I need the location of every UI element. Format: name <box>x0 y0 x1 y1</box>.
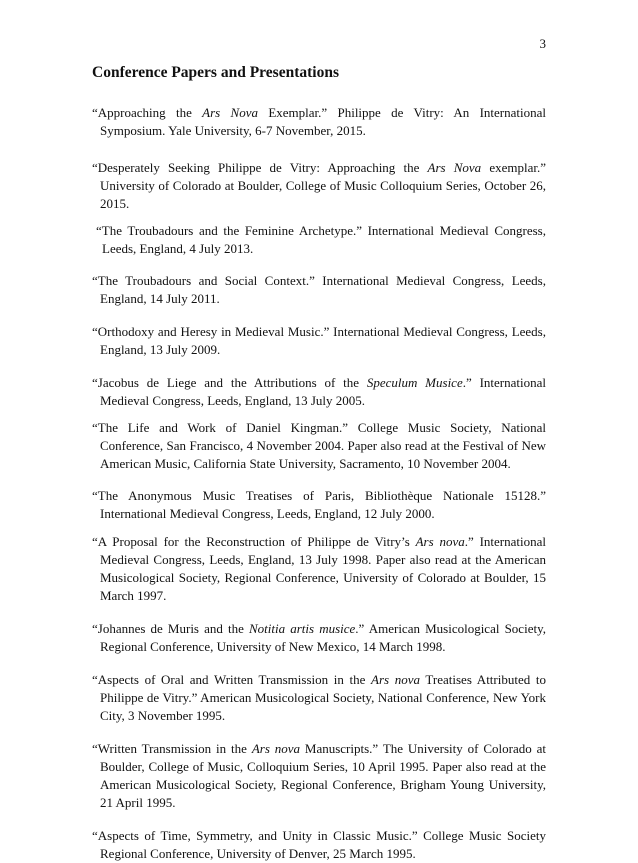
entry-text: “A Proposal for the Reconstruction of Philippe de Vitry’s <box>92 534 416 549</box>
entry-text: Treatises Attributed to Philippe de Vitry.” American Musicological Society, National Conference, New York City, 3 November 1995. <box>100 672 546 723</box>
entry <box>92 159 546 213</box>
entry-text: exemplar.” University of Colorado at Boulder, College of Music Colloquium Series, October 26, 2015. <box>100 160 546 211</box>
entry-text: “The Life and Work of Daniel Kingman.” College Music Society, National Conference, San Francisco, 4 November 2004. Paper also read at the Festival of New American Music, California State University, Sacramento, 10 November 2004. <box>92 420 546 471</box>
entry <box>92 740 546 812</box>
entry <box>92 533 546 605</box>
entry <box>92 487 546 523</box>
entries-list <box>92 104 546 863</box>
entry-text: .” International Medieval Congress, Leeds, England, 13 July 2005. <box>100 375 546 408</box>
entry-text: “Desperately Seeking Philippe de Vitry: Approaching the <box>92 160 428 175</box>
entry <box>92 671 546 725</box>
entry-text: “Orthodoxy and Heresy in Medieval Music.” International Medieval Congress, Leeds, England, 13 July 2009. <box>92 324 546 357</box>
entry-text: “The Troubadours and Social Context.” International Medieval Congress, Leeds, England, 14 July 2011. <box>92 273 546 306</box>
entry <box>92 222 546 258</box>
entry-title-italic: Notitia artis musice <box>249 621 356 636</box>
entry-title-italic: Ars nova <box>415 534 465 549</box>
entry <box>92 419 546 473</box>
entry-text: “Jacobus de Liege and the Attributions of the <box>92 375 367 390</box>
entry-text: “The Anonymous Music Treatises of Paris, Bibliothèque Nationale 15128.” International Medieval Congress, Leeds, England, 12 July 2000. <box>92 488 546 521</box>
entry-text: .” International Medieval Congress, Leeds, England, 13 July 1998. Paper also read at the American Musicological Society, Regional Conference, University of Colorado at Boulder, 15 March 1997. <box>100 534 547 603</box>
entry-text: “Aspects of Oral and Written Transmission in the <box>92 672 372 687</box>
entry <box>92 374 546 410</box>
entry-text: “The Troubadours and the Feminine Archetype.” International Medieval Congress, Leeds, England, 4 July 2013. <box>96 223 546 256</box>
entry <box>92 272 546 308</box>
entry-title-italic: Ars nova <box>251 741 301 756</box>
entry-text: Exemplar.” Philippe de Vitry: An International Symposium. Yale University, 6-7 November, 2015. <box>100 105 546 138</box>
entry <box>92 323 546 359</box>
entry <box>92 827 546 863</box>
entry-text: Manuscripts.” The University of Colorado at Boulder, College of Music, Colloquium Series, 10 April 1995. Paper also read at the American Musicological Society, Regional Conference, Brigham Young University, 21 April 1995. <box>100 741 546 810</box>
page-number: 3 <box>539 36 546 51</box>
entry-text: “Approaching the <box>92 105 203 120</box>
entry-title-italic: Ars Nova <box>202 105 258 120</box>
entry-text: “Aspects of Time, Symmetry, and Unity in Classic Music.” College Music Society Regional Conference, University of Denver, 25 March 1995. <box>92 828 546 861</box>
entry-title-italic: Ars nova <box>371 672 421 687</box>
entry-title-italic: Ars Nova <box>427 160 482 175</box>
entry-text: “Johannes de Muris and the <box>92 621 249 636</box>
entry-text: “Written Transmission in the <box>92 741 252 756</box>
entry <box>92 620 546 656</box>
entry-text: .” American Musicological Society, Regional Conference, University of New Mexico, 14 March 1998. <box>100 621 546 654</box>
entry-title-italic: Speculum Musice <box>366 375 463 390</box>
entry <box>92 104 546 140</box>
section-title: Conference Papers and Presentations <box>92 64 339 81</box>
